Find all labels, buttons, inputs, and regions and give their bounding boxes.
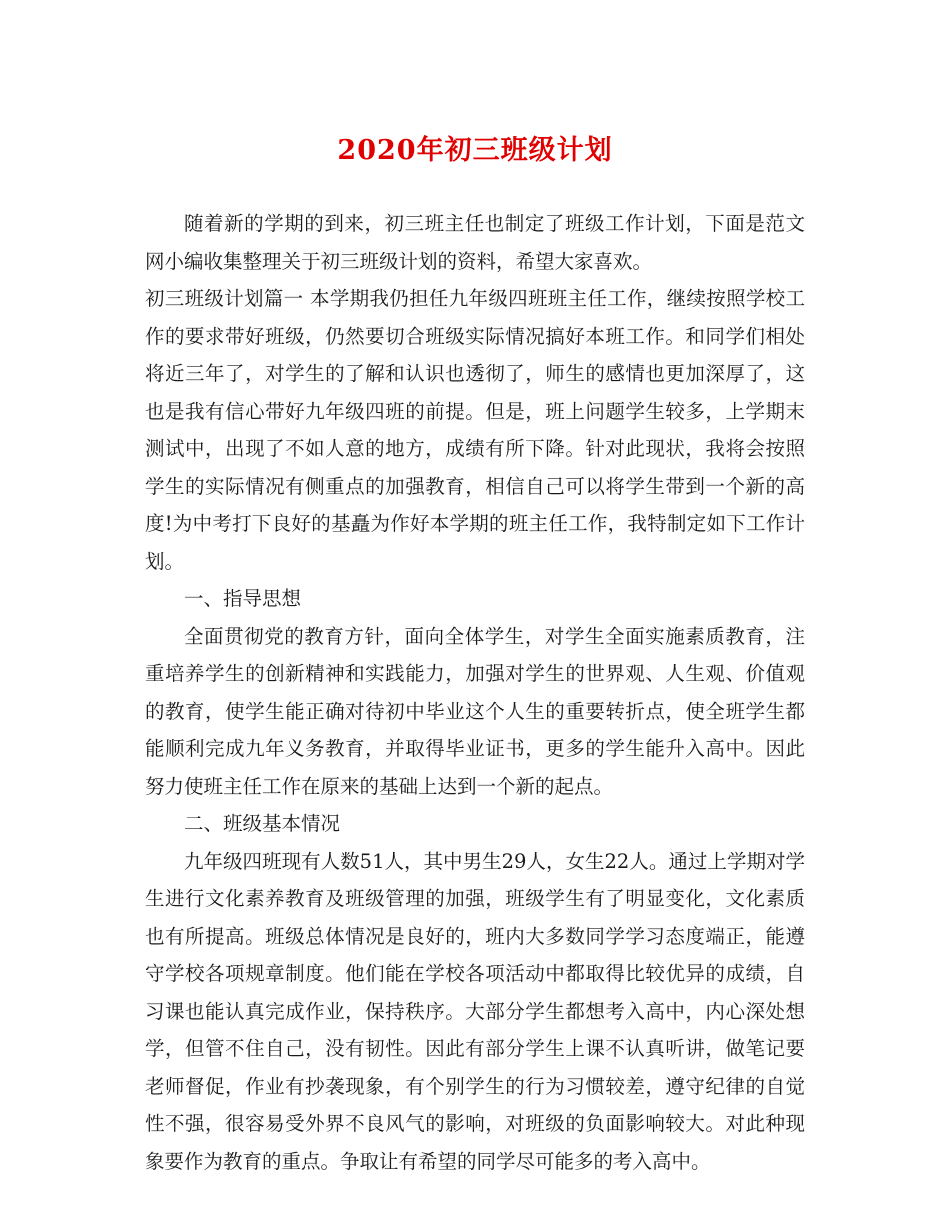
paragraph-guiding-ideas: 全面贯彻党的教育方针，面向全体学生，对学生全面实施素质教育，注重培养学生的创新精神和实践能力，加强对学生的世界观、人生观、价值观的教育，使学生能正确对待初中毕业这个人生的重要转折点，使全班学生都能顺利完成九年义务教育，并取得毕业证书，更多的学生能升入高中。因此努力使班主任工作在原来的基础上达到一个新的起点。 (145, 624, 805, 798)
section-intro-text: 本学期我仍担任九年级四班班主任工作，继续按照学校工作的要求带好班级，仍然要切合班级实际情况搞好本班工作。和同学们相处将近三年了，对学生的了解和认识也透彻了，师生的感情也更加深厚了，这也是我有信心带好九年级四班的前提。但是，班上问题学生较多，上学期末测试中，出现了不如人意的地方，成绩有所下降。针对此现状，我将会按照学生的实际情况有侧重点的加强教育，相信自己可以将学生带到一个新的高度!为中考打下良好的基矗为作好本学期的班主任工作，我特制定如下工作计划。 (145, 287, 805, 573)
section-paragraph (145, 280, 805, 580)
paragraph-class-situation: 九年级四班现有人数51人，其中男生29人，女生22人。通过上学期对学生进行文化素养教育及班级管理的加强，班级学生有了明显变化，文化素质也有所提高。班级总体情况是良好的，班内大多数同学学习态度端正，能遵守学校各项规章制度。他们能在学校各项活动中都取得比较优异的成绩，自习课也能认真完成作业，保持秩序。大部分学生都想考入高中，内心深处想学，但管不住自己，没有韧性。因此有部分学生上课不认真听讲，做笔记要老师督促，作业有抄袭现象，有个别学生的行为习惯较差，遵守纪律的自觉性不强，很容易受外界不良风气的影响，对班级的负面影响较大。对此种现象要作为教育的重点。争取让有希望的同学尽可能多的考入高中。 (145, 849, 805, 1173)
intro-paragraph: 随着新的学期的到来，初三班主任也制定了班级工作计划，下面是范文网小编收集整理关于初三班级计划的资料，希望大家喜欢。 (145, 212, 805, 273)
section-label: 初三班级计划篇一 (145, 287, 304, 310)
heading-guiding-ideas: 一、指导思想 (184, 587, 302, 610)
heading-class-situation: 二、班级基本情况 (184, 812, 341, 835)
document-body (145, 205, 805, 1180)
document-title: 2020年初三班级计划 (337, 135, 613, 166)
